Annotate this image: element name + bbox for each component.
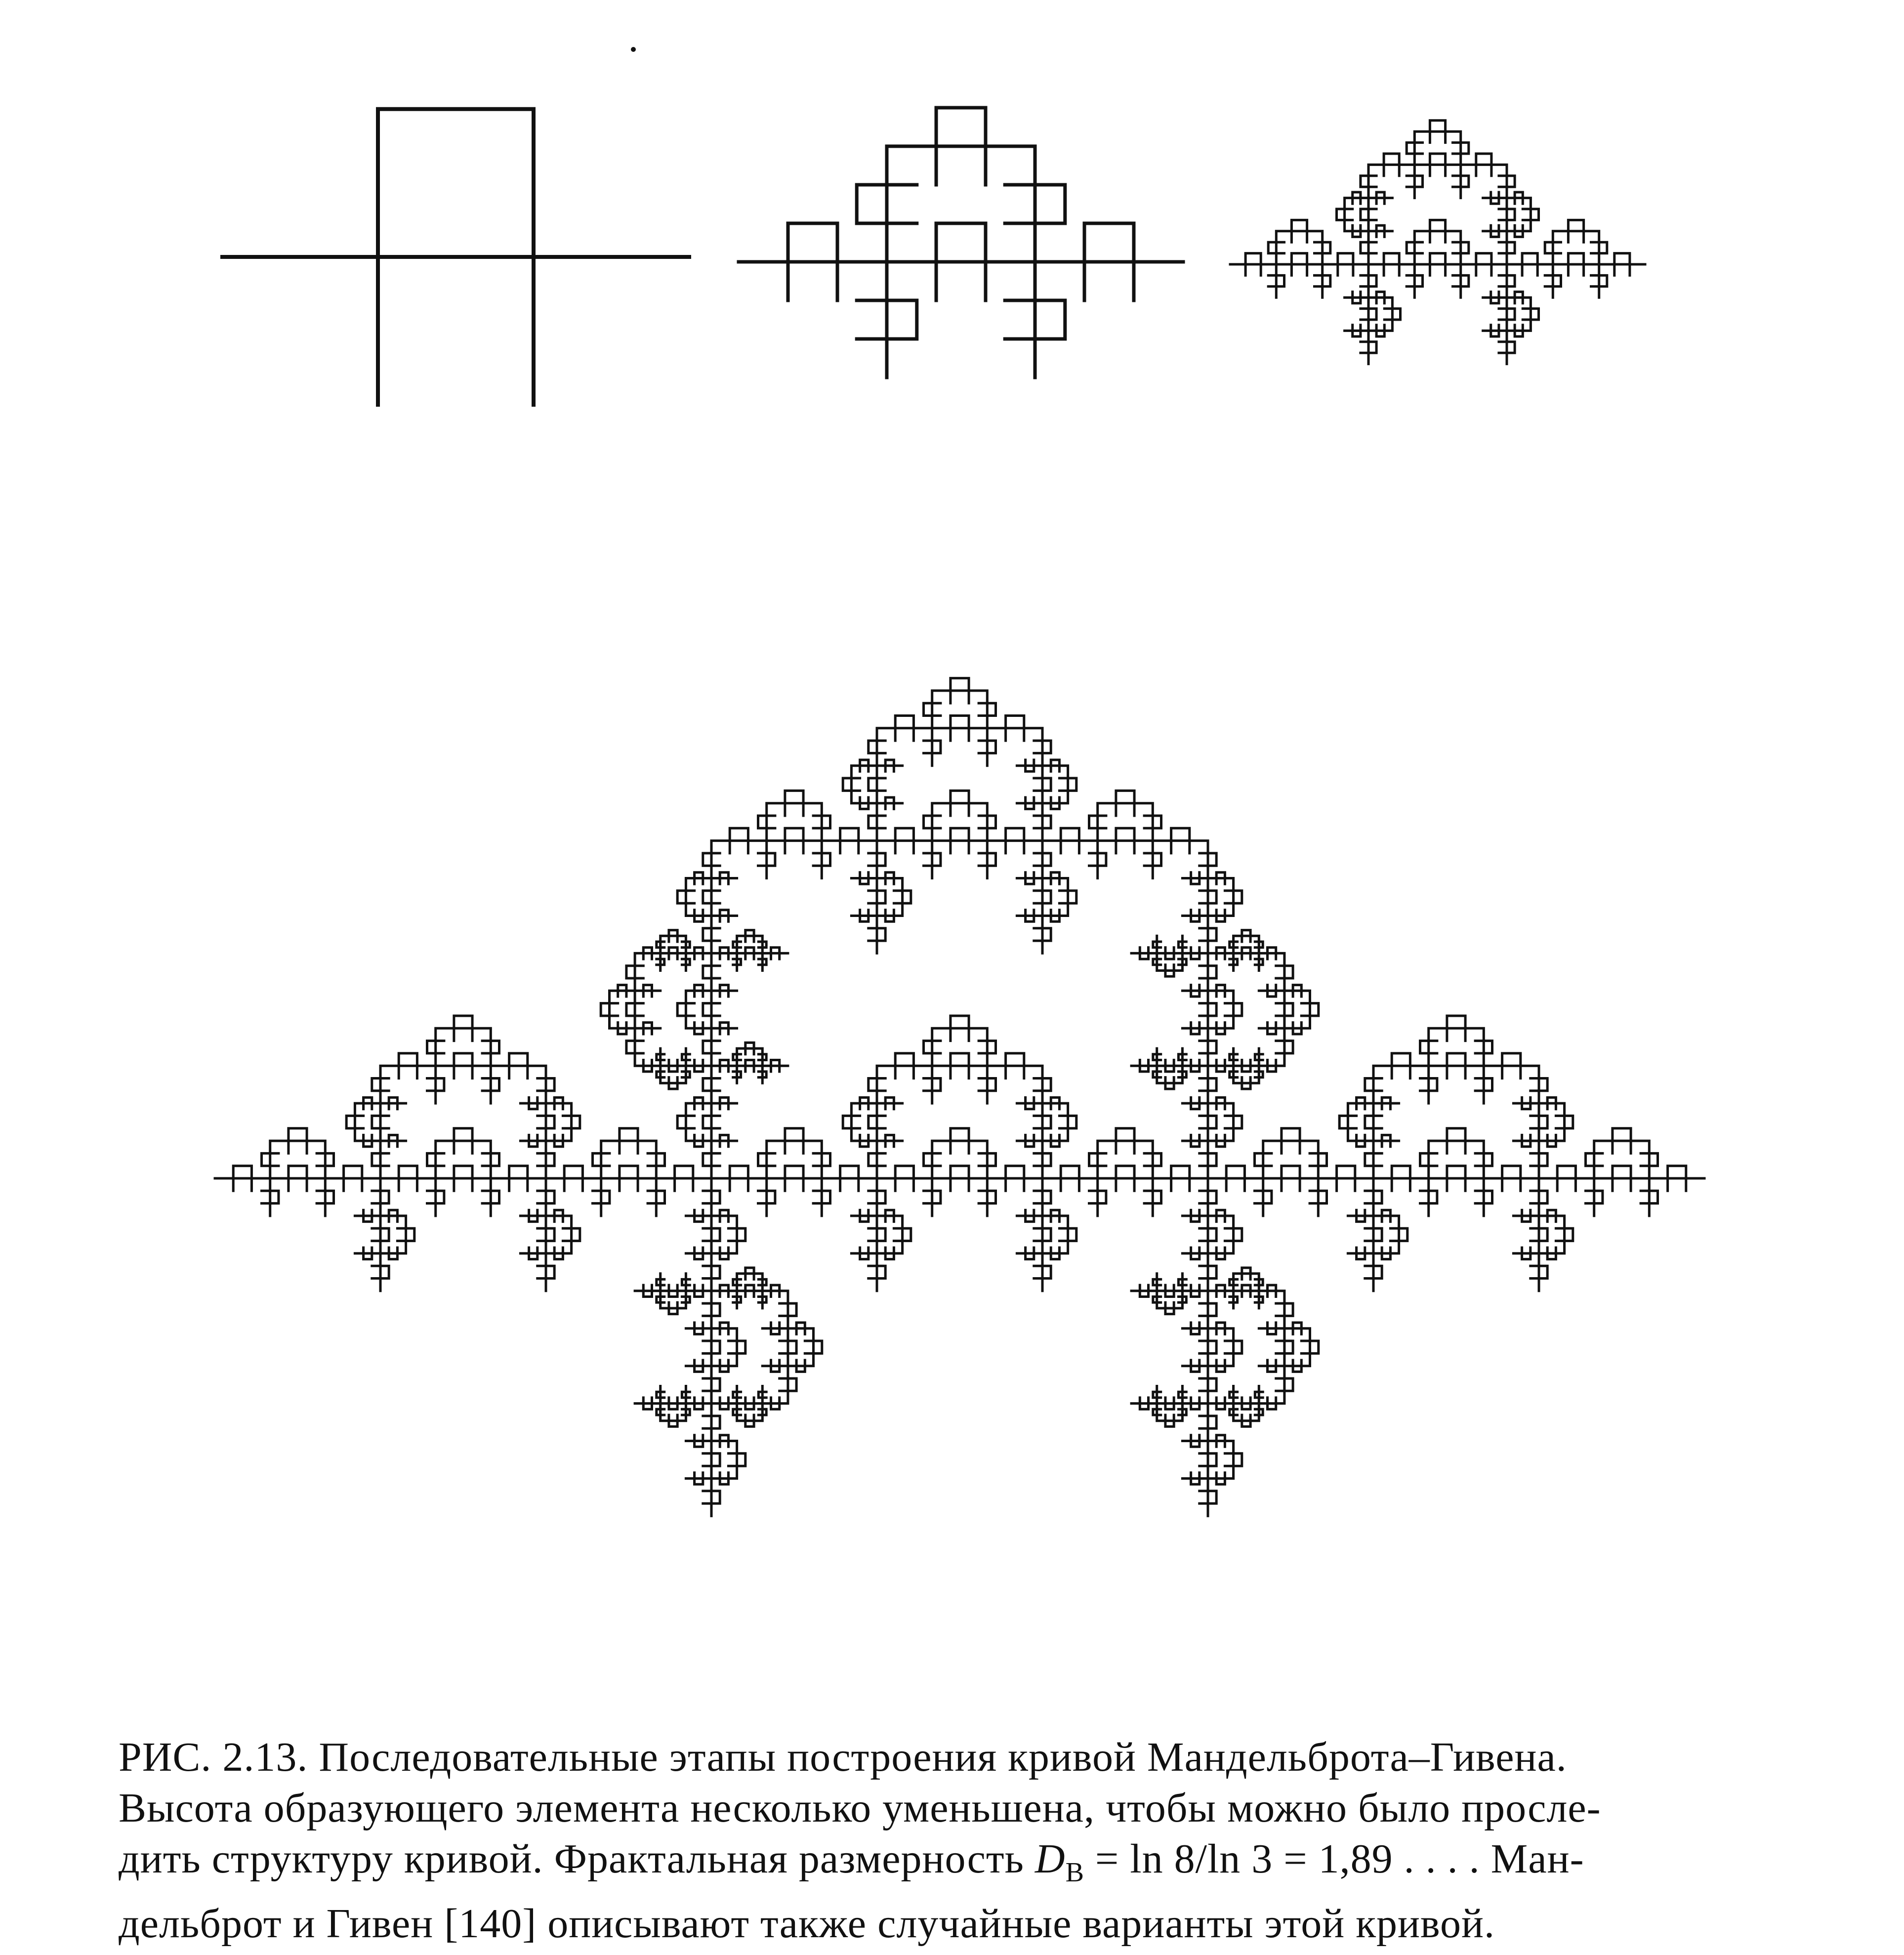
curve-path-stage-3 [1230, 121, 1645, 364]
curve-path-stage-1 [222, 109, 689, 405]
figure-caption [119, 1732, 1877, 1949]
caption-text-1: Последовательные этапы построения кривой Мандельброта–Гивена. [319, 1734, 1567, 1780]
caption-text-3a: дить структуру кривой. Фрактальная размерность [119, 1836, 1035, 1882]
caption-line-2: Высота образующего элемента несколько уменьшена, чтобы можно было просле- [119, 1785, 1601, 1831]
fractal-dimension-subscript: B [1065, 1857, 1084, 1888]
curve-stage-1 [222, 109, 689, 405]
curve-stage-3 [1230, 121, 1645, 364]
curve-stage-4 [215, 678, 1704, 1516]
caption-line-1 [119, 1732, 1877, 1783]
print-speck [631, 47, 636, 52]
curve-stage-2 [739, 108, 1183, 377]
caption-line-4: дельброт и Гивен [140] описывают также случайные варианты этой кривой. [119, 1900, 1495, 1947]
caption-text-3b: = ln 8/ln 3 = 1,89 . . . . Ман- [1084, 1836, 1584, 1882]
figure-label: РИС. 2.13. [119, 1734, 308, 1780]
curve-path-stage-2 [739, 108, 1183, 377]
curve-path-stage-4 [215, 678, 1704, 1516]
fractal-dimension-symbol: D [1035, 1836, 1066, 1882]
caption-line-3 [119, 1833, 1877, 1898]
